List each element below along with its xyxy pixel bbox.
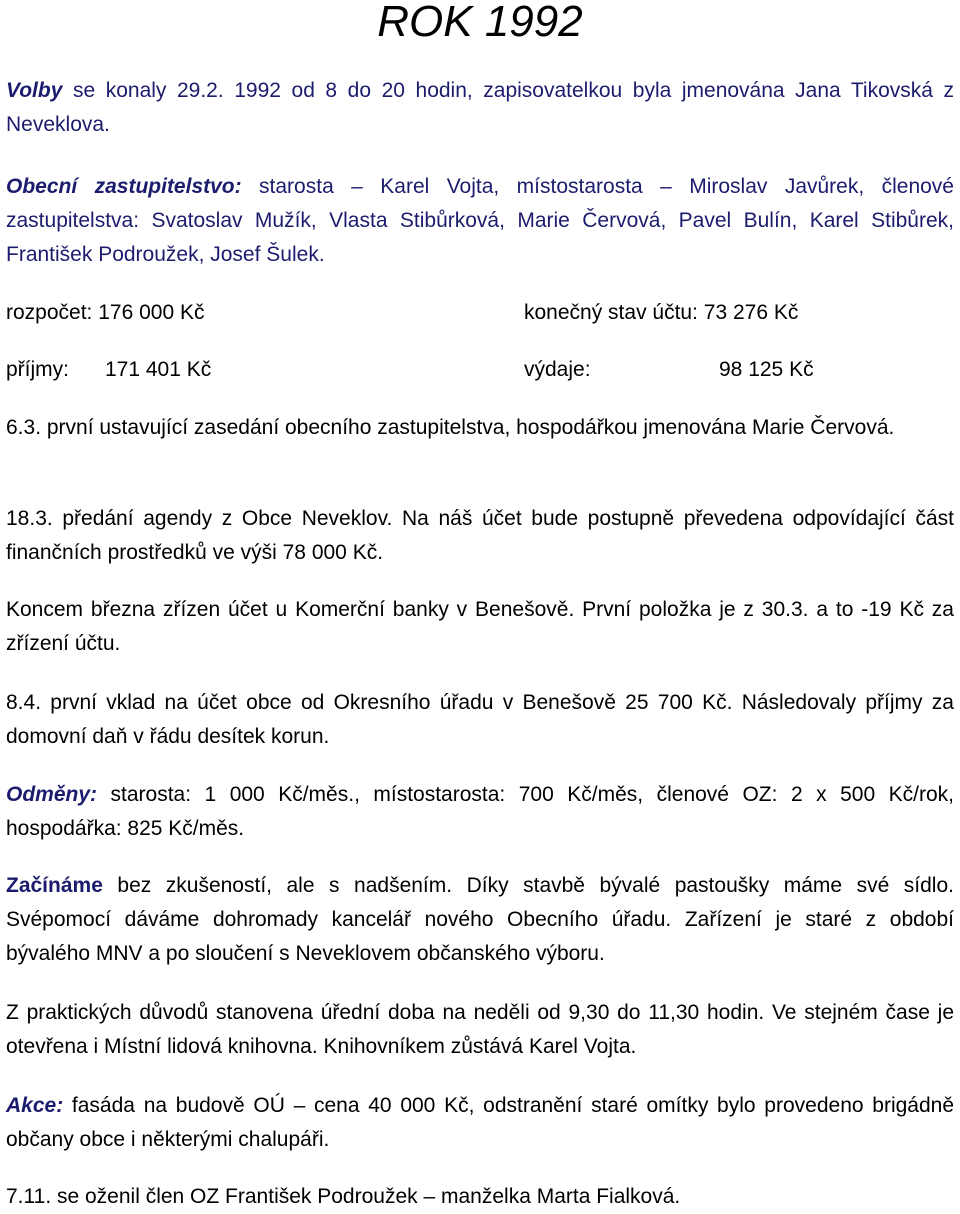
text-odmeny: starosta: 1 000 Kč/měs., místostarosta: 700 Kč/měs, členové OZ: 2 x 500 Kč/rok, hospodářka: 825 Kč/měs.: [6, 783, 954, 840]
paragraph-uredni-doba: Z praktických důvodů stanovena úřední doba na neděli od 9,30 do 11,30 hodin. Ve stejném čase je otevřena i Místní lidová knihovna. Knihovníkem zůstává Karel Vojta.: [6, 1001, 954, 1058]
vydaje-value: 98 125 Kč: [719, 358, 814, 381]
label-odmeny: Odměny:: [6, 783, 98, 806]
rozpocet: rozpočet: 176 000 Kč: [6, 301, 205, 324]
paragraph-odmeny: [6, 778, 954, 846]
text-zaciname: bez zkušeností, ale s nadšením. Díky stavbě bývalé pastoušky máme své sídlo. Svépomocí dáváme dohromady kancelář nového Obecního úřadu. Zařízení je staré z období bývalého MNV a po sloučení s Neveklovem občanského výboru.: [6, 874, 954, 965]
label-akce: Akce:: [6, 1094, 64, 1117]
prijmy-value: 171 401 Kč: [105, 358, 212, 381]
vydaje-label: výdaje:: [524, 358, 591, 381]
paragraph-zaciname: [6, 869, 954, 971]
konecny-stav: konečný stav účtu: 73 276 Kč: [524, 301, 799, 324]
paragraph-ucet: Koncem března zřízen účet u Komerční banky v Benešově. První položka je z 30.3. a to -19 Kč za zřízení účtu.: [6, 598, 954, 655]
label-zaciname: Začínáme: [6, 874, 103, 897]
label-volby: Volby: [6, 79, 63, 102]
paragraph-vklad: 8.4. první vklad na účet obce od Okresního úřadu v Benešově 25 700 Kč. Následovaly příjmy za domovní daň v řádu desítek korun.: [6, 691, 954, 748]
paragraph-agenda: 18.3. předání agendy z Obce Neveklov. Na náš účet bude postupně převedena odpovídající část finančních prostředků ve výši 78 000 Kč.: [6, 507, 954, 564]
page-title: ROK 1992: [377, 0, 583, 46]
paragraph-zasedani: 6.3. první ustavující zasedání obecního zastupitelstva, hospodářkou jmenována Marie Červová.: [6, 416, 895, 439]
label-zastupitelstvo: Obecní zastupitelstvo:: [6, 175, 242, 198]
paragraph-volby: [6, 74, 954, 142]
paragraph-svatba: 7.11. se oženil člen OZ František Podroužek – manželka Marta Fialková.: [6, 1185, 681, 1208]
finance-row-2: [6, 353, 954, 387]
text-volby: se konaly 29.2. 1992 od 8 do 20 hodin, zapisovatelkou byla jmenována Jana Tikovská z Neveklova.: [6, 79, 954, 136]
paragraph-zastupitelstvo: [6, 170, 954, 272]
text-akce: fasáda na budově OÚ – cena 40 000 Kč, odstranění staré omítky bylo provedeno brigádně občany obce i některými chalupáři.: [6, 1094, 954, 1151]
text-zastupitelstvo: starosta – Karel Vojta, místostarosta – Miroslav Javůrek, členové zastupitelstva: Svatoslav Mužík, Vlasta Stibůrková, Marie Červová, Pavel Bulín, Karel Stibůrek, František Podroužek, Josef Šulek.: [6, 175, 954, 266]
finance-row-1: [6, 296, 954, 330]
prijmy-label: příjmy:: [6, 358, 69, 381]
paragraph-akce: [6, 1089, 954, 1157]
